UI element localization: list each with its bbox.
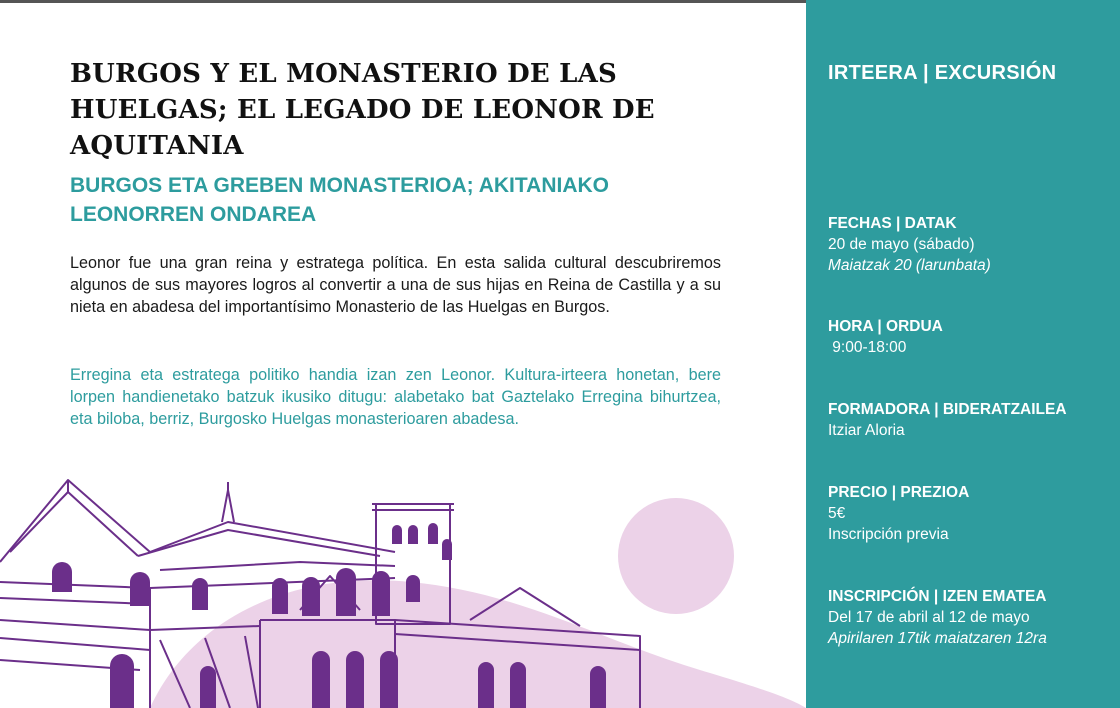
time-value: 9:00-18:00	[828, 339, 907, 356]
trainer-block	[828, 399, 1113, 441]
title-line-3: AQUITANIA	[70, 131, 244, 161]
registration-value-eu: Apirilaren 17tik maiatzaren 12ra	[828, 630, 1047, 647]
title-line-2: HUELGAS; EL LEGADO DE LEONOR DE	[70, 95, 655, 125]
title-line-1: BURGOS Y EL MONASTERIO DE LAS	[70, 59, 617, 89]
dates-block	[828, 213, 1113, 276]
event-info-panel	[806, 0, 1120, 708]
spire	[222, 490, 234, 522]
dates-value-eu: Maiatzak 20 (larunbata)	[828, 257, 991, 274]
dates-label: FECHAS | DATAK	[828, 215, 957, 232]
panel-heading: IRTEERA | EXCURSIÓN	[828, 62, 1057, 84]
monastery-illustration	[0, 470, 806, 708]
price-block	[828, 482, 1113, 545]
registration-block	[828, 586, 1113, 649]
time-label: HORA | ORDUA	[828, 318, 943, 335]
trainer-label: FORMADORA | BIDERATZAILEA	[828, 401, 1067, 418]
pink-circle-decoration	[618, 498, 734, 614]
price-value: 5€	[828, 505, 846, 522]
page-title	[70, 56, 710, 164]
price-label: PRECIO | PREZIOA	[828, 484, 970, 501]
left-gable	[0, 480, 150, 562]
subtitle-line-2: LEONORREN ONDAREA	[70, 203, 317, 226]
trainer-value: Itziar Aloria	[828, 422, 905, 439]
description-basque: Erregina eta estratega politiko handia izan zen Leonor. Kultura-irteera honetan, bere lorpen handienetako batzuk ikusiko ditugu: alabetako bat Gaztelako Erregina bihurtzea, eta biloba, berriz, Burgosko Huelgas monasterioaren abadesa.	[70, 366, 721, 428]
registration-value-es: Del 17 de abril al 12 de mayo	[828, 609, 1030, 626]
price-note: Inscripción previa	[828, 526, 949, 543]
time-block	[828, 316, 1113, 358]
page-subtitle	[70, 171, 730, 229]
registration-label: INSCRIPCIÓN | IZEN EMATEA	[828, 588, 1047, 605]
dates-value-es: 20 de mayo (sábado)	[828, 236, 975, 253]
subtitle-line-1: BURGOS ETA GREBEN MONASTERIOA; AKITANIAKO	[70, 174, 609, 197]
description-spanish: Leonor fue una gran reina y estratega política. En esta salida cultural descubriremos algunos de sus mayores logros al convertir a una de sus hijas en Reina de Castilla y a su nieta en abadesa del importantísimo Monasterio de las Huelgas en Burgos.	[70, 254, 721, 316]
